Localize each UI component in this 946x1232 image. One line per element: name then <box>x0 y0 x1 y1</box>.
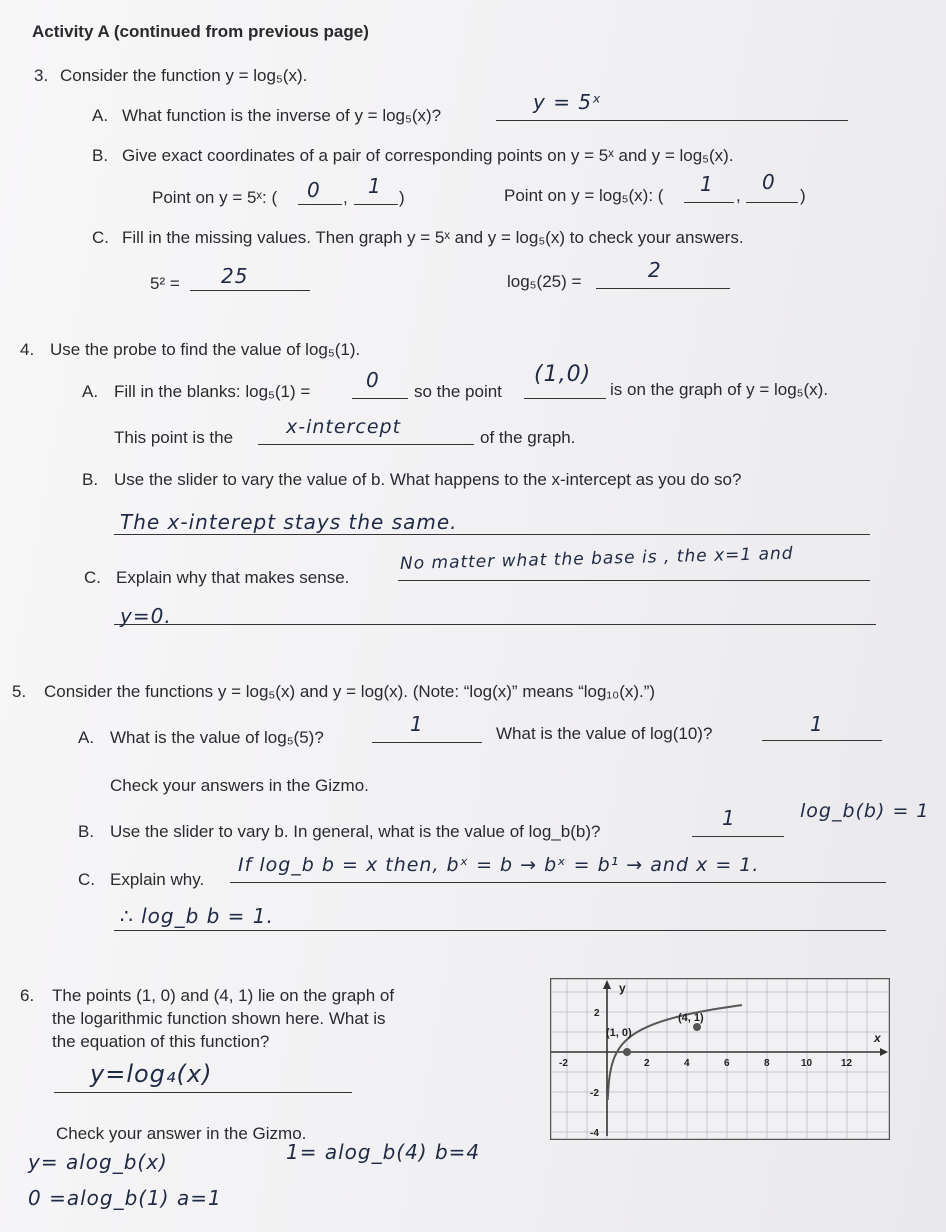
q5b-answer: 1 <box>722 806 736 830</box>
q4c-answer-line2 <box>114 624 876 625</box>
y-tick-neg4: -4 <box>590 1128 599 1139</box>
x-tick-12: 12 <box>841 1058 853 1069</box>
q5a-ans1-line <box>372 742 482 743</box>
q4a-text3: is on the graph of y = log₅(x). <box>610 380 829 399</box>
q4a-text2: so the point <box>414 382 502 401</box>
q5c-answer-line2 <box>114 930 886 931</box>
q3b-point2-label: Point on y = log₅(x): ( <box>504 186 664 205</box>
graph-point2-label: (4, 1) <box>678 1012 704 1024</box>
q6-line3: the equation of this function? <box>52 1032 270 1051</box>
q5a-text2: What is the value of log(10)? <box>496 724 713 743</box>
q4a-ans3: x-intercept <box>286 416 402 438</box>
q3a-text: What function is the inverse of y = log₅(x)? <box>122 106 442 125</box>
q5a-text1: What is the value of log₅(5)? <box>110 728 324 747</box>
q3a-answer: y = 5ˣ <box>533 90 602 114</box>
q4a-ans1: 0 <box>366 368 380 392</box>
q3a-answer-line <box>496 120 848 121</box>
q4b-label: B. <box>82 470 99 489</box>
q3c-expr1: 5² = <box>150 274 180 293</box>
q6-answer: y=log₄(x) <box>90 1060 213 1088</box>
q4-number: 4. <box>20 340 35 359</box>
q4c-answer1: No matter what the base is , the x=1 and <box>399 543 794 574</box>
x-tick-neg2: -2 <box>559 1058 568 1069</box>
q3c-ans1-line <box>190 290 310 291</box>
q6-work3: 0 =alog_b(1) a=1 <box>28 1186 222 1210</box>
q4-prompt: Use the probe to find the value of log₅(1). <box>50 340 361 359</box>
q6-line1: The points (1, 0) and (4, 1) lie on the graph of <box>52 986 395 1005</box>
graph-x-label: x <box>874 1031 881 1045</box>
x-tick-4: 4 <box>684 1058 690 1069</box>
x-tick-6: 6 <box>724 1058 730 1069</box>
q3c-text: Fill in the missing values. Then graph y = 5ˣ and y = log₅(x) to check your answers. <box>122 228 744 247</box>
q4b-answer-line <box>114 534 870 535</box>
q3b-p2-comma: , <box>736 186 741 205</box>
q5a-label: A. <box>78 728 95 747</box>
q3c-expr2: log₅(25) = <box>507 272 582 291</box>
q3-prompt: Consider the function y = log₅(x). <box>60 66 308 85</box>
q4a-text4: This point is the <box>114 428 234 447</box>
q5c-answer1: If log_b b = x then, bˣ = b → bˣ = b¹ → and x = 1. <box>238 854 760 876</box>
q3b-p2x-line <box>684 202 734 203</box>
q6-check: Check your answer in the Gizmo. <box>56 1124 307 1143</box>
q3b-p1-comma: , <box>343 188 348 207</box>
q3c-label: C. <box>92 228 109 247</box>
q5b-label: B. <box>78 822 95 841</box>
q5-number: 5. <box>12 682 27 701</box>
q5a-ans1: 1 <box>410 712 424 736</box>
q4a-ans1-line <box>352 398 408 399</box>
x-tick-2: 2 <box>644 1058 650 1069</box>
q5a-ans2-line <box>762 740 882 741</box>
q4a-label: A. <box>82 382 99 401</box>
q5-prompt: Consider the functions y = log₅(x) and y = log(x). (Note: “log(x)” means “log₁₀(x).”) <box>44 682 656 701</box>
graph-point1-label: (1, 0) <box>606 1027 632 1039</box>
q6-number: 6. <box>20 986 35 1005</box>
q5c-label: C. <box>78 870 95 889</box>
q3c-ans2: 2 <box>648 258 662 282</box>
page-title: Activity A (continued from previous page) <box>32 22 369 41</box>
q5c-answer-line1 <box>230 882 886 883</box>
q4a-ans2: (1,0) <box>534 362 592 387</box>
q3b-text: Give exact coordinates of a pair of corresponding points on y = 5ˣ and y = log₅(x). <box>122 146 734 165</box>
q6-work2: 1= alog_b(4) b=4 <box>286 1140 481 1164</box>
q5a-check: Check your answers in the Gizmo. <box>110 776 369 795</box>
q3b-label: B. <box>92 146 109 165</box>
q3b-p2x: 1 <box>700 172 714 196</box>
q5b-note: log_b(b) = 1 <box>800 800 930 822</box>
q4c-label: C. <box>84 568 101 587</box>
q3b-p1y: 1 <box>368 174 382 198</box>
q4a-ans2-line <box>524 398 606 399</box>
point-1-0 <box>623 1048 631 1056</box>
q3-number: 3. <box>34 66 49 85</box>
q4a-text5: of the graph. <box>480 428 576 447</box>
q4a-ans3-line <box>258 444 474 445</box>
q3b-point1-label: Point on y = 5ˣ: ( <box>152 188 278 207</box>
q3b-p2y: 0 <box>762 170 776 194</box>
q3b-p1-close: ) <box>399 188 405 207</box>
q4c-answer2: y=0. <box>120 604 172 628</box>
q4b-text: Use the slider to vary the value of b. What happens to the x-intercept as you do so? <box>114 470 742 489</box>
y-tick-neg2: -2 <box>590 1088 599 1099</box>
q3b-p2y-line <box>746 202 798 203</box>
q5c-text: Explain why. <box>110 870 205 889</box>
q6-line2: the logarithmic function shown here. What is <box>52 1009 386 1028</box>
q6-work1: y= alog_b(x) <box>28 1150 168 1174</box>
q5b-text: Use the slider to vary b. In general, what is the value of log_b(b)? <box>110 822 601 841</box>
q4a-text1: Fill in the blanks: log₅(1) = <box>114 382 311 401</box>
q6-answer-line <box>54 1092 352 1093</box>
x-tick-10: 10 <box>801 1058 813 1069</box>
q5b-answer-line <box>692 836 784 837</box>
x-tick-8: 8 <box>764 1058 770 1069</box>
q3c-ans1: 25 <box>221 264 249 288</box>
q5c-answer2: ∴ log_b b = 1. <box>120 904 274 928</box>
q4c-text: Explain why that makes sense. <box>116 568 350 587</box>
q3b-p2-close: ) <box>800 186 806 205</box>
y-tick-2: 2 <box>594 1008 600 1019</box>
q3b-p1y-line <box>354 204 398 205</box>
q4b-answer: The x-interept stays the same. <box>120 510 458 534</box>
q3b-p1x: 0 <box>307 178 321 202</box>
log-graph <box>550 978 890 1140</box>
q3b-p1x-line <box>298 204 342 205</box>
graph-y-label: y <box>619 981 626 995</box>
q3a-label: A. <box>92 106 109 125</box>
point-4-1 <box>693 1023 701 1031</box>
q5a-ans2: 1 <box>810 712 824 736</box>
q4c-answer-line1 <box>398 580 870 581</box>
q3c-ans2-line <box>596 288 730 289</box>
